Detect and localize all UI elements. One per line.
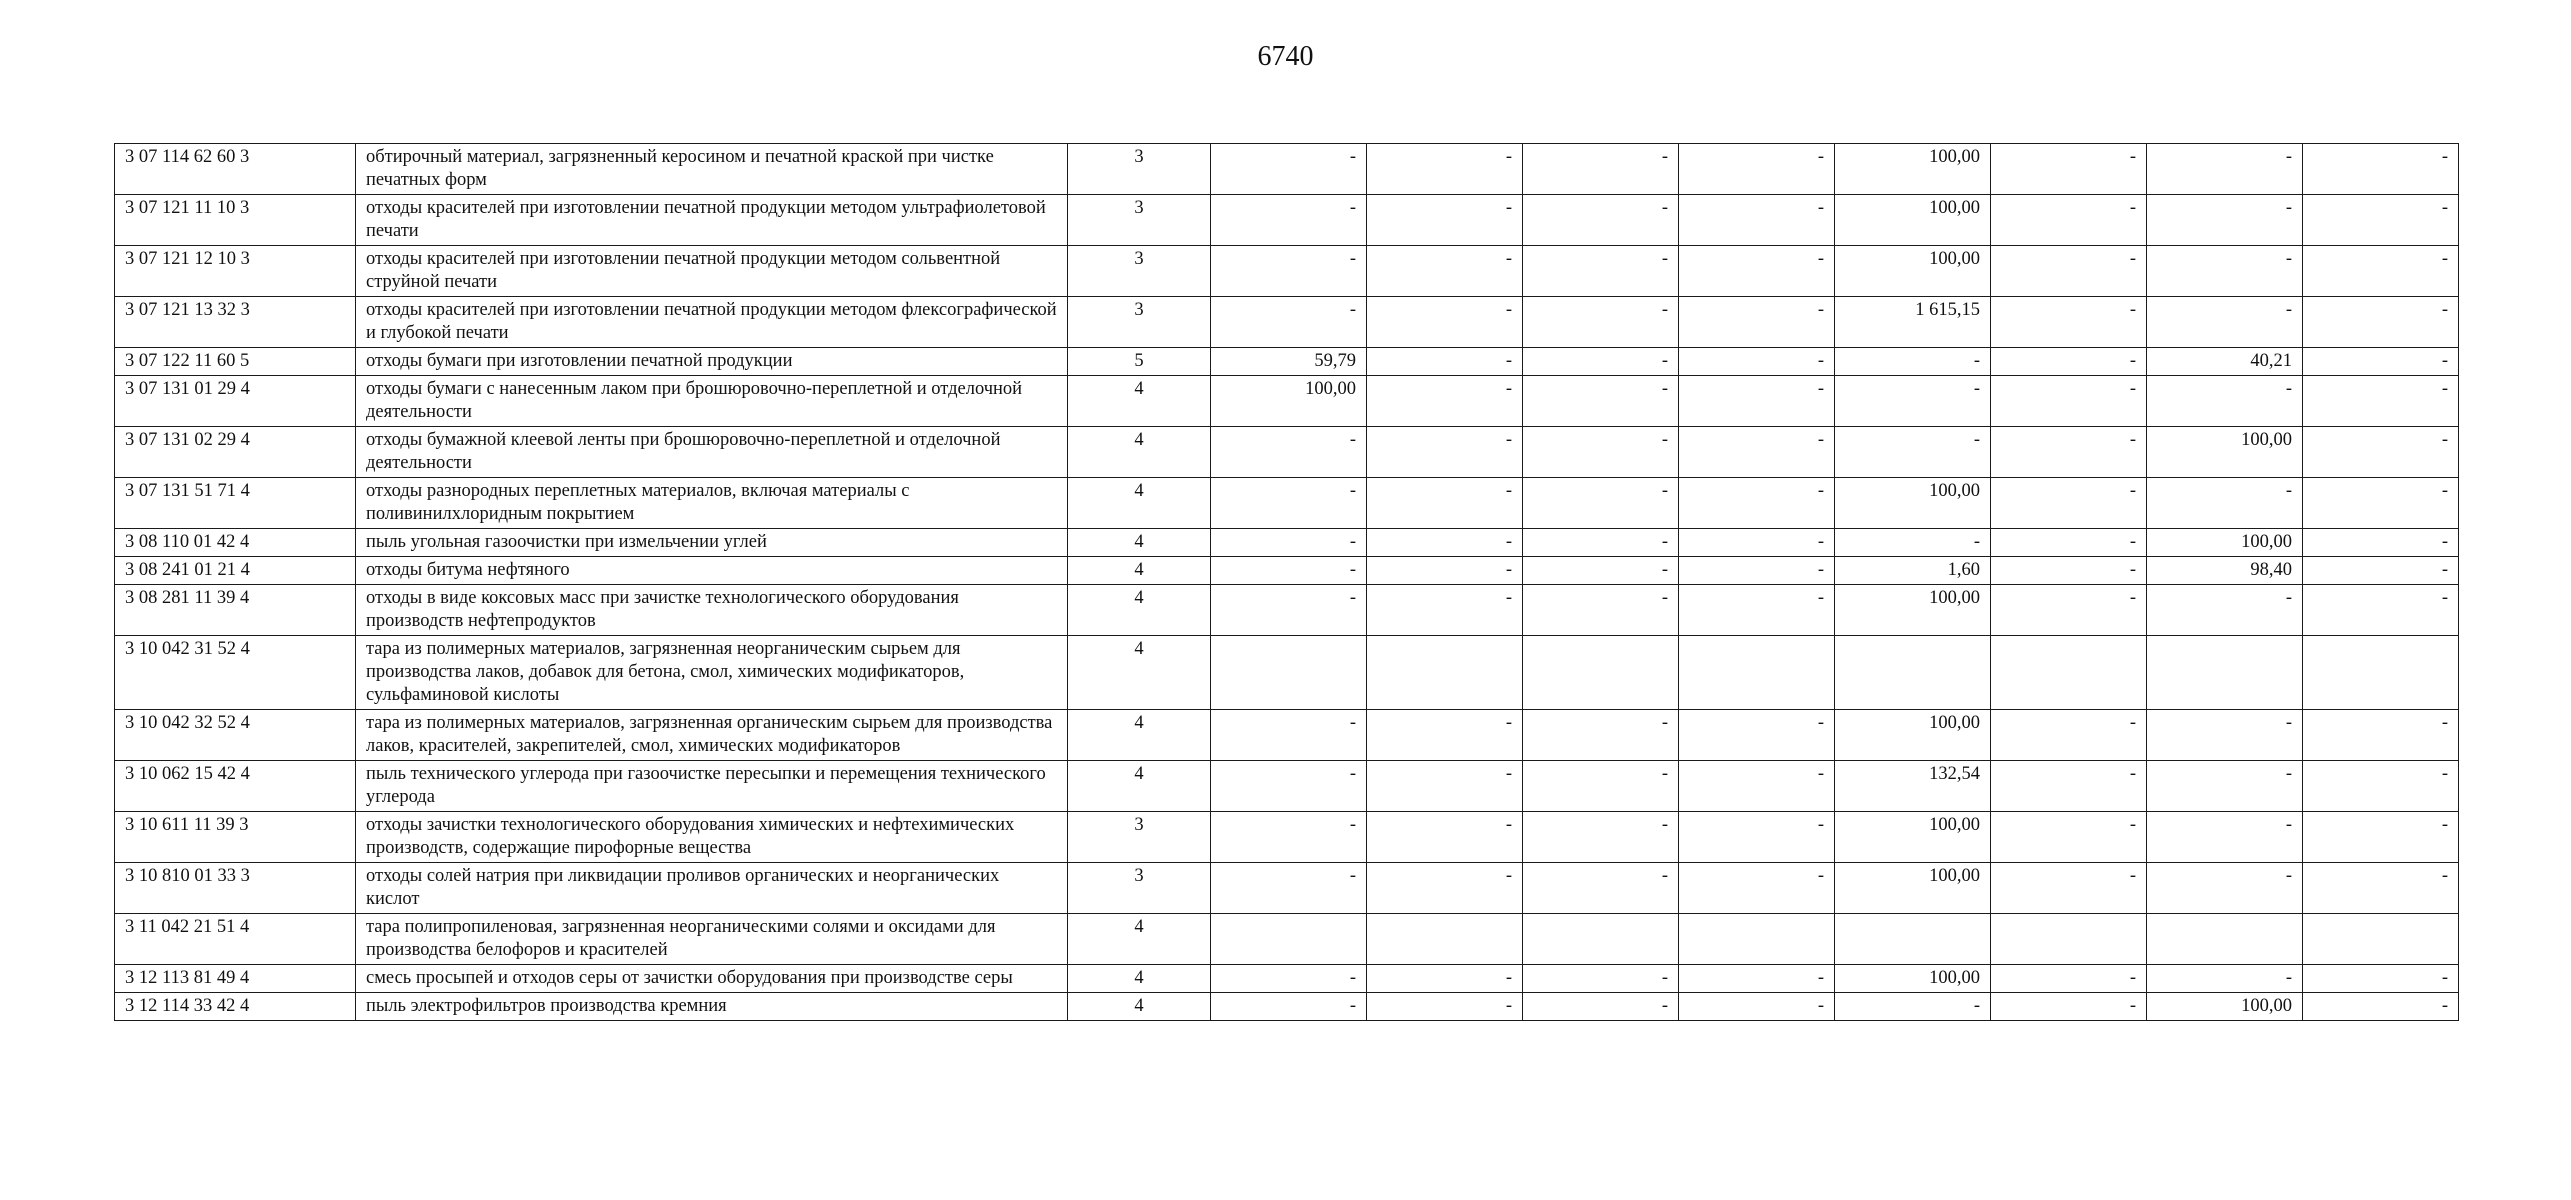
- waste-name-cell: отходы разнородных переплетных материалов, включая материалы с поливинилхлоридным покрытием: [356, 478, 1068, 529]
- value-cell-6: -: [1991, 761, 2147, 812]
- value-cell-7: -: [2147, 376, 2303, 427]
- table-row: [115, 348, 2459, 376]
- hazard-class-cell: 4: [1068, 636, 1211, 710]
- value-cell-4: -: [1679, 246, 1835, 297]
- value-cell-5: 100,00: [1835, 710, 1991, 761]
- value-cell-6: -: [1991, 710, 2147, 761]
- value-cell-5: -: [1835, 348, 1991, 376]
- value-cell-6: -: [1991, 297, 2147, 348]
- waste-code-cell: 3 12 114 33 42 4: [115, 993, 356, 1021]
- hazard-class-cell: 3: [1068, 812, 1211, 863]
- value-cell-1: -: [1211, 297, 1367, 348]
- value-cell-5: 100,00: [1835, 246, 1991, 297]
- value-cell-2: -: [1367, 710, 1523, 761]
- value-cell-5: 100,00: [1835, 863, 1991, 914]
- value-cell-4: -: [1679, 376, 1835, 427]
- waste-code-cell: 3 10 042 31 52 4: [115, 636, 356, 710]
- value-cell-2: -: [1367, 376, 1523, 427]
- value-cell-7: -: [2147, 246, 2303, 297]
- value-cell-3: -: [1523, 478, 1679, 529]
- value-cell-8: -: [2303, 246, 2459, 297]
- value-cell-1: -: [1211, 965, 1367, 993]
- value-cell-4: -: [1679, 348, 1835, 376]
- waste-code-cell: 3 08 281 11 39 4: [115, 585, 356, 636]
- value-cell-2: -: [1367, 195, 1523, 246]
- value-cell-8: -: [2303, 585, 2459, 636]
- value-cell-6: -: [1991, 478, 2147, 529]
- value-cell-8: -: [2303, 557, 2459, 585]
- hazard-class-cell: 4: [1068, 710, 1211, 761]
- value-cell-3: -: [1523, 585, 1679, 636]
- value-cell-8: [2303, 636, 2459, 710]
- value-cell-3: -: [1523, 297, 1679, 348]
- value-cell-6: -: [1991, 348, 2147, 376]
- table-body: [115, 144, 2459, 1021]
- value-cell-7: -: [2147, 761, 2303, 812]
- value-cell-5: -: [1835, 529, 1991, 557]
- value-cell-2: -: [1367, 478, 1523, 529]
- value-cell-4: -: [1679, 144, 1835, 195]
- value-cell-6: -: [1991, 993, 2147, 1021]
- hazard-class-cell: 4: [1068, 557, 1211, 585]
- value-cell-7: -: [2147, 812, 2303, 863]
- value-cell-5: 100,00: [1835, 812, 1991, 863]
- waste-code-cell: 3 07 131 01 29 4: [115, 376, 356, 427]
- value-cell-6: -: [1991, 376, 2147, 427]
- value-cell-8: -: [2303, 529, 2459, 557]
- value-cell-1: -: [1211, 144, 1367, 195]
- value-cell-5: 100,00: [1835, 965, 1991, 993]
- table-row: [115, 427, 2459, 478]
- value-cell-5: 132,54: [1835, 761, 1991, 812]
- value-cell-2: -: [1367, 812, 1523, 863]
- value-cell-4: -: [1679, 557, 1835, 585]
- waste-name-cell: смесь просыпей и отходов серы от зачистки оборудования при производстве серы: [356, 965, 1068, 993]
- waste-code-cell: 3 10 810 01 33 3: [115, 863, 356, 914]
- value-cell-1: -: [1211, 427, 1367, 478]
- waste-code-cell: 3 10 611 11 39 3: [115, 812, 356, 863]
- waste-code-cell: 3 08 110 01 42 4: [115, 529, 356, 557]
- waste-name-cell: отходы красителей при изготовлении печатной продукции методом сольвентной струйной печати: [356, 246, 1068, 297]
- value-cell-1: -: [1211, 246, 1367, 297]
- value-cell-3: -: [1523, 710, 1679, 761]
- value-cell-5: -: [1835, 376, 1991, 427]
- value-cell-7: [2147, 636, 2303, 710]
- hazard-class-cell: 4: [1068, 529, 1211, 557]
- value-cell-8: -: [2303, 965, 2459, 993]
- value-cell-3: [1523, 914, 1679, 965]
- value-cell-4: -: [1679, 478, 1835, 529]
- waste-name-cell: пыль технического углерода при газоочистке пересыпки и перемещения технического углерода: [356, 761, 1068, 812]
- table-row: [115, 863, 2459, 914]
- value-cell-7: 100,00: [2147, 993, 2303, 1021]
- value-cell-6: [1991, 636, 2147, 710]
- value-cell-1: -: [1211, 863, 1367, 914]
- value-cell-4: [1679, 914, 1835, 965]
- table-row: [115, 636, 2459, 710]
- value-cell-4: -: [1679, 427, 1835, 478]
- waste-name-cell: отходы зачистки технологического оборудования химических и нефтехимических производств, содержащие пирофорные вещества: [356, 812, 1068, 863]
- waste-code-cell: 3 07 121 13 32 3: [115, 297, 356, 348]
- value-cell-5: -: [1835, 993, 1991, 1021]
- value-cell-2: -: [1367, 965, 1523, 993]
- value-cell-6: -: [1991, 246, 2147, 297]
- value-cell-3: -: [1523, 348, 1679, 376]
- hazard-class-cell: 4: [1068, 965, 1211, 993]
- hazard-class-cell: 3: [1068, 297, 1211, 348]
- waste-name-cell: отходы солей натрия при ликвидации проливов органических и неорганических кислот: [356, 863, 1068, 914]
- value-cell-6: -: [1991, 557, 2147, 585]
- value-cell-8: -: [2303, 376, 2459, 427]
- value-cell-1: -: [1211, 761, 1367, 812]
- value-cell-3: -: [1523, 529, 1679, 557]
- waste-code-cell: 3 12 113 81 49 4: [115, 965, 356, 993]
- value-cell-4: -: [1679, 812, 1835, 863]
- table-row: [115, 812, 2459, 863]
- value-cell-8: -: [2303, 297, 2459, 348]
- value-cell-5: -: [1835, 427, 1991, 478]
- value-cell-4: -: [1679, 761, 1835, 812]
- hazard-class-cell: 3: [1068, 195, 1211, 246]
- waste-name-cell: отходы битума нефтяного: [356, 557, 1068, 585]
- value-cell-7: 100,00: [2147, 529, 2303, 557]
- hazard-class-cell: 4: [1068, 761, 1211, 812]
- waste-code-cell: 3 11 042 21 51 4: [115, 914, 356, 965]
- waste-name-cell: тара из полимерных материалов, загрязненная неорганическим сырьем для производства лаков, добавок для бетона, смол, химических модификаторов, сульфаминовой кислоты: [356, 636, 1068, 710]
- value-cell-4: -: [1679, 710, 1835, 761]
- waste-name-cell: отходы красителей при изготовлении печатной продукции методом ультрафиолетовой печати: [356, 195, 1068, 246]
- value-cell-8: -: [2303, 348, 2459, 376]
- value-cell-7: -: [2147, 297, 2303, 348]
- value-cell-8: -: [2303, 863, 2459, 914]
- value-cell-2: -: [1367, 761, 1523, 812]
- table-row: [115, 914, 2459, 965]
- table-row: [115, 297, 2459, 348]
- table-row: [115, 376, 2459, 427]
- value-cell-4: -: [1679, 863, 1835, 914]
- value-cell-2: [1367, 636, 1523, 710]
- value-cell-8: -: [2303, 195, 2459, 246]
- value-cell-1: -: [1211, 993, 1367, 1021]
- value-cell-2: -: [1367, 863, 1523, 914]
- table-row: [115, 246, 2459, 297]
- value-cell-5: 1,60: [1835, 557, 1991, 585]
- value-cell-1: -: [1211, 585, 1367, 636]
- value-cell-7: 40,21: [2147, 348, 2303, 376]
- waste-name-cell: тара полипропиленовая, загрязненная неорганическими солями и оксидами для производства белофоров и красителей: [356, 914, 1068, 965]
- value-cell-5: 100,00: [1835, 195, 1991, 246]
- value-cell-8: -: [2303, 812, 2459, 863]
- value-cell-3: -: [1523, 993, 1679, 1021]
- value-cell-2: -: [1367, 246, 1523, 297]
- value-cell-3: -: [1523, 557, 1679, 585]
- value-cell-4: [1679, 636, 1835, 710]
- value-cell-3: -: [1523, 144, 1679, 195]
- value-cell-3: -: [1523, 376, 1679, 427]
- waste-name-cell: пыль угольная газоочистки при измельчении углей: [356, 529, 1068, 557]
- value-cell-2: -: [1367, 297, 1523, 348]
- hazard-class-cell: 4: [1068, 376, 1211, 427]
- waste-code-cell: 3 08 241 01 21 4: [115, 557, 356, 585]
- value-cell-7: [2147, 914, 2303, 965]
- hazard-class-cell: 5: [1068, 348, 1211, 376]
- table-row: [115, 144, 2459, 195]
- value-cell-1: -: [1211, 710, 1367, 761]
- value-cell-3: -: [1523, 246, 1679, 297]
- hazard-class-cell: 4: [1068, 914, 1211, 965]
- value-cell-4: -: [1679, 993, 1835, 1021]
- value-cell-3: -: [1523, 812, 1679, 863]
- value-cell-8: -: [2303, 427, 2459, 478]
- value-cell-7: -: [2147, 863, 2303, 914]
- waste-code-cell: 3 07 122 11 60 5: [115, 348, 356, 376]
- value-cell-8: -: [2303, 993, 2459, 1021]
- waste-registry-table: [114, 143, 2459, 1021]
- value-cell-1: -: [1211, 557, 1367, 585]
- table-row: [115, 557, 2459, 585]
- value-cell-7: 100,00: [2147, 427, 2303, 478]
- hazard-class-cell: 4: [1068, 585, 1211, 636]
- value-cell-7: -: [2147, 585, 2303, 636]
- table-row: [115, 195, 2459, 246]
- value-cell-3: -: [1523, 863, 1679, 914]
- value-cell-3: [1523, 636, 1679, 710]
- waste-name-cell: тара из полимерных материалов, загрязненная органическим сырьем для производства лаков, красителей, закрепителей, смол, химических модификаторов: [356, 710, 1068, 761]
- value-cell-1: 59,79: [1211, 348, 1367, 376]
- hazard-class-cell: 3: [1068, 144, 1211, 195]
- value-cell-2: -: [1367, 348, 1523, 376]
- value-cell-4: -: [1679, 195, 1835, 246]
- table-row: [115, 478, 2459, 529]
- waste-code-cell: 3 10 042 32 52 4: [115, 710, 356, 761]
- value-cell-8: -: [2303, 710, 2459, 761]
- value-cell-1: -: [1211, 478, 1367, 529]
- waste-name-cell: отходы бумаги при изготовлении печатной продукции: [356, 348, 1068, 376]
- value-cell-5: [1835, 636, 1991, 710]
- value-cell-3: -: [1523, 761, 1679, 812]
- value-cell-5: [1835, 914, 1991, 965]
- value-cell-2: -: [1367, 427, 1523, 478]
- value-cell-5: 100,00: [1835, 144, 1991, 195]
- waste-name-cell: отходы бумаги с нанесенным лаком при брошюровочно-переплетной и отделочной деятельности: [356, 376, 1068, 427]
- value-cell-2: -: [1367, 529, 1523, 557]
- hazard-class-cell: 4: [1068, 993, 1211, 1021]
- value-cell-1: -: [1211, 529, 1367, 557]
- waste-name-cell: обтирочный материал, загрязненный керосином и печатной краской при чистке печатных форм: [356, 144, 1068, 195]
- value-cell-3: -: [1523, 195, 1679, 246]
- value-cell-1: -: [1211, 195, 1367, 246]
- page-number: 6740: [1257, 41, 1314, 72]
- hazard-class-cell: 4: [1068, 427, 1211, 478]
- value-cell-7: 98,40: [2147, 557, 2303, 585]
- value-cell-7: -: [2147, 710, 2303, 761]
- table-row: [115, 761, 2459, 812]
- value-cell-2: -: [1367, 993, 1523, 1021]
- value-cell-1: 100,00: [1211, 376, 1367, 427]
- value-cell-7: -: [2147, 965, 2303, 993]
- value-cell-6: -: [1991, 427, 2147, 478]
- waste-code-cell: 3 07 121 12 10 3: [115, 246, 356, 297]
- value-cell-8: -: [2303, 761, 2459, 812]
- table-row: [115, 710, 2459, 761]
- value-cell-7: -: [2147, 195, 2303, 246]
- value-cell-4: -: [1679, 585, 1835, 636]
- value-cell-2: -: [1367, 144, 1523, 195]
- waste-code-cell: 3 07 121 11 10 3: [115, 195, 356, 246]
- value-cell-5: 100,00: [1835, 478, 1991, 529]
- hazard-class-cell: 4: [1068, 478, 1211, 529]
- waste-name-cell: отходы в виде коксовых масс при зачистке технологического оборудования производств нефтепродуктов: [356, 585, 1068, 636]
- value-cell-5: 1 615,15: [1835, 297, 1991, 348]
- value-cell-6: -: [1991, 965, 2147, 993]
- value-cell-4: -: [1679, 297, 1835, 348]
- table-row: [115, 993, 2459, 1021]
- value-cell-6: -: [1991, 144, 2147, 195]
- value-cell-2: -: [1367, 557, 1523, 585]
- value-cell-6: [1991, 914, 2147, 965]
- value-cell-7: -: [2147, 144, 2303, 195]
- value-cell-6: -: [1991, 529, 2147, 557]
- waste-code-cell: 3 07 114 62 60 3: [115, 144, 356, 195]
- value-cell-2: [1367, 914, 1523, 965]
- table-row: [115, 965, 2459, 993]
- value-cell-3: -: [1523, 427, 1679, 478]
- value-cell-4: -: [1679, 965, 1835, 993]
- value-cell-5: 100,00: [1835, 585, 1991, 636]
- value-cell-1: [1211, 914, 1367, 965]
- waste-name-cell: отходы красителей при изготовлении печатной продукции методом флексографической и глубокой печати: [356, 297, 1068, 348]
- value-cell-6: -: [1991, 195, 2147, 246]
- value-cell-1: -: [1211, 812, 1367, 863]
- value-cell-3: -: [1523, 965, 1679, 993]
- value-cell-8: -: [2303, 478, 2459, 529]
- value-cell-8: [2303, 914, 2459, 965]
- value-cell-1: [1211, 636, 1367, 710]
- waste-name-cell: пыль электрофильтров производства кремния: [356, 993, 1068, 1021]
- value-cell-8: -: [2303, 144, 2459, 195]
- value-cell-6: -: [1991, 863, 2147, 914]
- waste-code-cell: 3 10 062 15 42 4: [115, 761, 356, 812]
- value-cell-6: -: [1991, 812, 2147, 863]
- waste-code-cell: 3 07 131 51 71 4: [115, 478, 356, 529]
- hazard-class-cell: 3: [1068, 246, 1211, 297]
- value-cell-6: -: [1991, 585, 2147, 636]
- waste-code-cell: 3 07 131 02 29 4: [115, 427, 356, 478]
- waste-name-cell: отходы бумажной клеевой ленты при брошюровочно-переплетной и отделочной деятельности: [356, 427, 1068, 478]
- value-cell-4: -: [1679, 529, 1835, 557]
- hazard-class-cell: 3: [1068, 863, 1211, 914]
- value-cell-2: -: [1367, 585, 1523, 636]
- table-row: [115, 529, 2459, 557]
- table-row: [115, 585, 2459, 636]
- value-cell-7: -: [2147, 478, 2303, 529]
